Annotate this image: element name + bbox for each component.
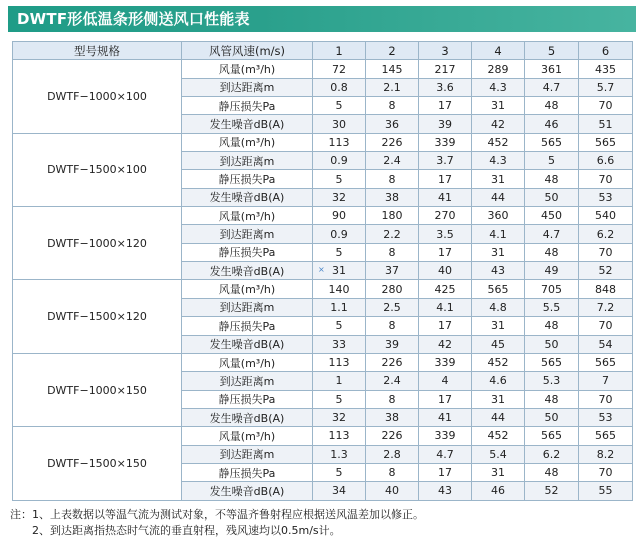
value-cell: 49 [525,262,579,280]
value-cell: 435 [579,60,633,78]
value-cell: 2.8 [366,445,419,463]
value-cell: 36 [366,115,419,133]
table-header-row [13,42,633,60]
note-2: 2、到达距离指热态时气流的垂直射程，残风速均以0.5m/s计。 [32,524,341,537]
model-cell: DWTF−1500×100 [13,133,182,206]
param-cell: 风量(m³/h) [182,207,313,225]
header-speed: 1 [313,42,366,60]
value-cell: 41 [419,188,472,206]
value-cell: 2.2 [366,225,419,243]
value-cell: 4 [419,372,472,390]
value-cell: 30 [313,115,366,133]
value-cell: 42 [472,115,525,133]
value-cell: 5 [313,97,366,115]
table-row [13,133,633,151]
header-speed: 5 [525,42,579,60]
value-cell: 360 [472,207,525,225]
value-cell: 46 [472,482,525,500]
value-cell: 1.3 [313,445,366,463]
value-cell: 54 [579,335,633,353]
value-cell: 40 [366,482,419,500]
value-cell: 48 [525,170,579,188]
table-row [13,427,633,445]
value-cell: 4.3 [472,78,525,96]
param-cell: 发生噪音dB(A) [182,482,313,500]
value-cell: 5 [525,152,579,170]
marker-glyph: × [318,265,325,274]
value-cell: 2.1 [366,78,419,96]
value-cell: 2.4 [366,372,419,390]
value-cell: 17 [419,97,472,115]
value-cell: 5.4 [472,445,525,463]
param-cell: 风量(m³/h) [182,353,313,371]
param-cell: 静压损失Pa [182,390,313,408]
value-cell: 145 [366,60,419,78]
value-cell: 42 [419,335,472,353]
value-cell: 70 [579,463,633,481]
value-cell: 52 [579,262,633,280]
model-cell: DWTF−1000×120 [13,207,182,280]
value-cell: 5 [313,243,366,261]
value-cell: 540 [579,207,633,225]
value-cell: 44 [472,188,525,206]
header-speed: 2 [366,42,419,60]
value-cell: 113 [313,353,366,371]
value-cell: 6.2 [525,445,579,463]
value-cell: 31 [472,390,525,408]
value-cell: 53 [579,188,633,206]
param-cell: 静压损失Pa [182,243,313,261]
header-speed: 6 [579,42,633,60]
value-cell: 705 [525,280,579,298]
value-cell: 55 [579,482,633,500]
model-cell: DWTF−1500×150 [13,427,182,500]
value-cell: 32 [313,188,366,206]
value-cell: 0.9 [313,225,366,243]
value-cell: 52 [525,482,579,500]
value-cell: 113 [313,133,366,151]
value-cell: 48 [525,390,579,408]
value-cell: 8.2 [579,445,633,463]
value-cell: 51 [579,115,633,133]
value-cell: 452 [472,353,525,371]
value-cell: 32 [313,408,366,426]
value-cell: 40 [419,262,472,280]
param-cell: 风量(m³/h) [182,60,313,78]
value-cell: 17 [419,463,472,481]
header-speed: 3 [419,42,472,60]
value-cell: 1.1 [313,298,366,316]
value-cell: 90 [313,207,366,225]
value-cell: 452 [472,427,525,445]
value-cell: 4.7 [525,225,579,243]
value-cell: 70 [579,97,633,115]
param-cell: 静压损失Pa [182,170,313,188]
value-cell: 565 [579,427,633,445]
value-cell: 339 [419,353,472,371]
value-cell: 4.1 [472,225,525,243]
param-cell: 到达距离m [182,372,313,390]
param-cell: 风量(m³/h) [182,133,313,151]
value-cell: 7 [579,372,633,390]
value-cell: 4.6 [472,372,525,390]
value-cell: 31 [472,463,525,481]
value-cell: 41 [419,408,472,426]
value-cell: 48 [525,463,579,481]
value-cell: 6.2 [579,225,633,243]
param-cell: 发生噪音dB(A) [182,262,313,280]
value-cell: 180 [366,207,419,225]
value-cell: 44 [472,408,525,426]
table-row [13,280,633,298]
value-cell: 39 [419,115,472,133]
value-cell: 5 [313,170,366,188]
value-cell: 8 [366,97,419,115]
value-cell: 70 [579,390,633,408]
value-cell: 450 [525,207,579,225]
value-cell: 48 [525,317,579,335]
param-cell: 到达距离m [182,445,313,463]
header-model: 型号规格 [13,42,182,60]
value-cell: 31 [472,317,525,335]
value-cell: 2.5 [366,298,419,316]
value-cell: 3.7 [419,152,472,170]
value-cell: 17 [419,170,472,188]
value-cell: 226 [366,427,419,445]
value-cell: 4.8 [472,298,525,316]
footnotes [10,507,636,539]
value-cell: 217 [419,60,472,78]
value-cell: 70 [579,170,633,188]
value-cell: 17 [419,390,472,408]
model-cell: DWTF−1500×120 [13,280,182,353]
value-cell: 3.6 [419,78,472,96]
value-cell: 5.7 [579,78,633,96]
param-cell: 风量(m³/h) [182,427,313,445]
value-cell: 8 [366,463,419,481]
header-speed: 4 [472,42,525,60]
value-cell: 565 [472,280,525,298]
table-row [13,60,633,78]
value-cell: 4.7 [525,78,579,96]
param-cell: 静压损失Pa [182,463,313,481]
value-cell: 113 [313,427,366,445]
value-cell: 565 [525,133,579,151]
value-cell: 2.4 [366,152,419,170]
value-cell: 43 [472,262,525,280]
value-cell: 8 [366,170,419,188]
value-cell: 17 [419,317,472,335]
value-cell: 5 [313,390,366,408]
model-cell: DWTF−1000×150 [13,353,182,426]
value-cell: 289 [472,60,525,78]
value-cell: 70 [579,243,633,261]
value-cell: 339 [419,133,472,151]
value-cell: 31 [472,170,525,188]
value-cell: 280 [366,280,419,298]
value-cell: 31 [472,97,525,115]
value-cell: 31 [313,262,366,280]
value-cell: 4.1 [419,298,472,316]
note-1: 注：1、上表数据以等温气流为测试对象，不等温齐鲁射程应根据送风温差加以修正。 [10,508,424,521]
value-cell: 361 [525,60,579,78]
param-cell: 到达距离m [182,298,313,316]
value-cell: 37 [366,262,419,280]
value-cell: 226 [366,133,419,151]
param-cell: 静压损失Pa [182,317,313,335]
value-cell: 565 [579,353,633,371]
value-cell: 5 [313,463,366,481]
value-cell: 226 [366,353,419,371]
value-cell: 4.7 [419,445,472,463]
value-cell: 565 [579,133,633,151]
value-cell: 17 [419,243,472,261]
value-cell: 48 [525,243,579,261]
param-cell: 风量(m³/h) [182,280,313,298]
value-cell: 425 [419,280,472,298]
value-cell: 72 [313,60,366,78]
model-cell: DWTF−1000×100 [13,60,182,133]
value-cell: 38 [366,188,419,206]
value-cell: 50 [525,188,579,206]
value-cell: 4.3 [472,152,525,170]
header-param: 风管风速(m/s) [182,42,313,60]
param-cell: 静压损失Pa [182,97,313,115]
value-cell: 565 [525,427,579,445]
value-cell: 45 [472,335,525,353]
param-cell: 到达距离m [182,225,313,243]
param-cell: 发生噪音dB(A) [182,115,313,133]
value-cell: 38 [366,408,419,426]
value-cell: 39 [366,335,419,353]
param-cell: 到达距离m [182,152,313,170]
value-cell: 70 [579,317,633,335]
value-cell: 1 [313,372,366,390]
value-cell: 270 [419,207,472,225]
value-cell: 31 [472,243,525,261]
value-cell: 848 [579,280,633,298]
value-cell: 5 [313,317,366,335]
value-cell: 0.9 [313,152,366,170]
value-cell: 7.2 [579,298,633,316]
param-cell: 发生噪音dB(A) [182,335,313,353]
param-cell: 到达距离m [182,78,313,96]
value-cell: 5.5 [525,298,579,316]
value-cell: 53 [579,408,633,426]
value-cell: 0.8 [313,78,366,96]
value-cell: 339 [419,427,472,445]
param-cell: 发生噪音dB(A) [182,188,313,206]
value-cell: 33 [313,335,366,353]
value-cell: 46 [525,115,579,133]
value-cell: 34 [313,482,366,500]
value-cell: 6.6 [579,152,633,170]
value-cell: 50 [525,408,579,426]
value-cell: 48 [525,97,579,115]
value-cell: 43 [419,482,472,500]
table-row [13,353,633,371]
value-cell: 50 [525,335,579,353]
value-cell: 565 [525,353,579,371]
value-cell: 5.3 [525,372,579,390]
table-row [13,207,633,225]
value-cell: 452 [472,133,525,151]
param-cell: 发生噪音dB(A) [182,408,313,426]
value-cell: 140 [313,280,366,298]
page-title: DWTF形低温条形侧送风口性能表 [8,6,636,32]
value-cell: 3.5 [419,225,472,243]
value-cell: 8 [366,317,419,335]
value-cell: 8 [366,243,419,261]
value-cell: 8 [366,390,419,408]
